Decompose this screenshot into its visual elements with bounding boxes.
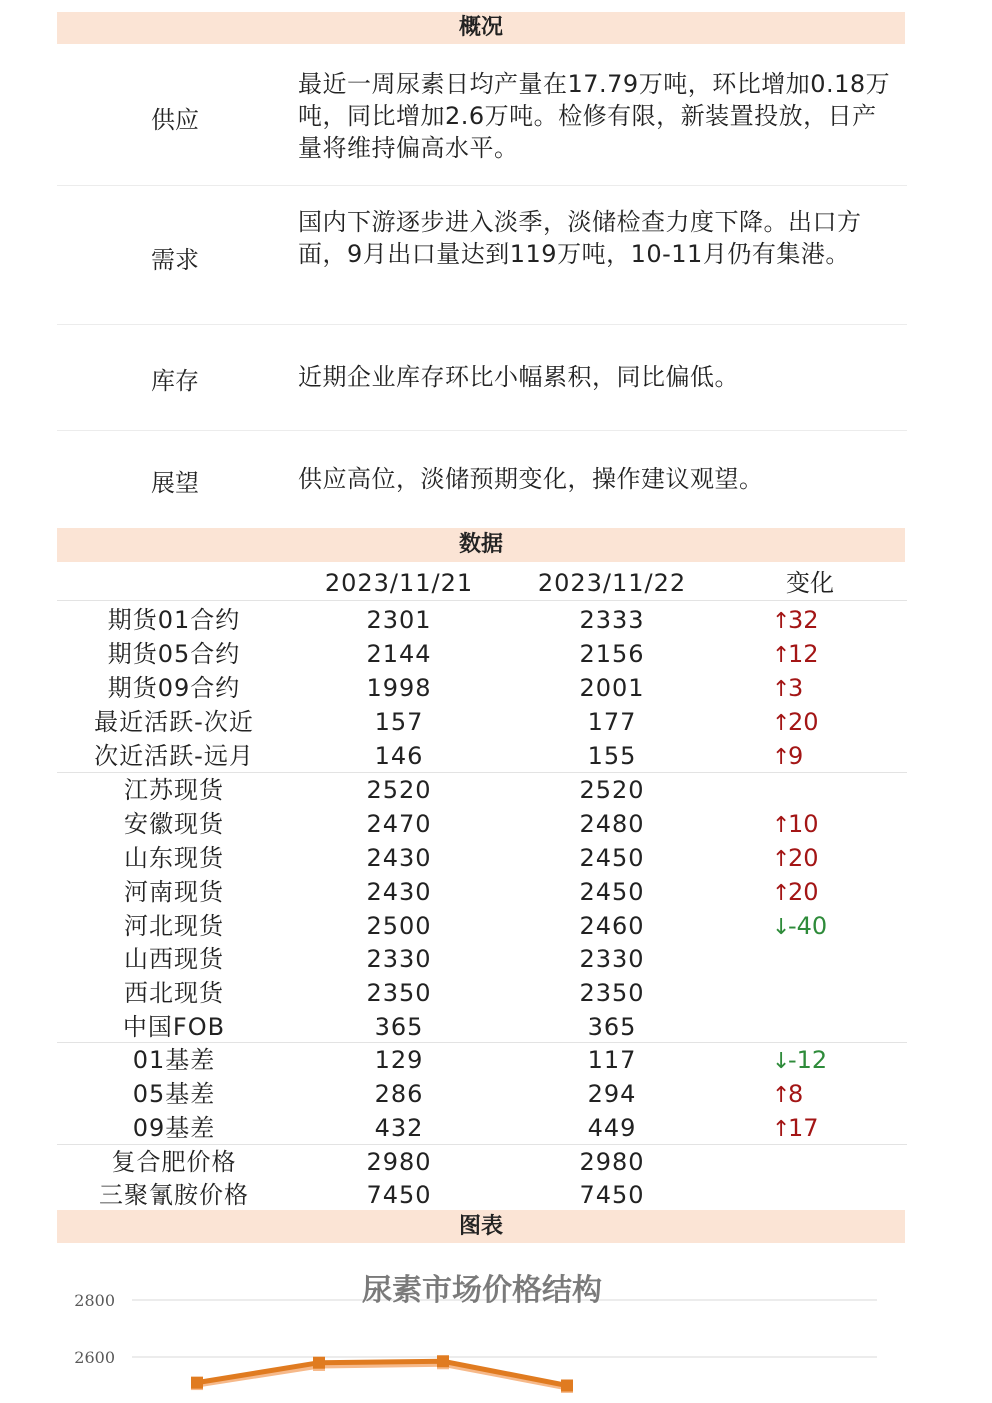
arrow-up-icon: ↑: [772, 847, 791, 872]
value-date1: 7450: [366, 1181, 432, 1209]
arrow-up-icon: ↑: [772, 881, 791, 906]
value-date1: 2350: [366, 979, 432, 1007]
value-date1: 146: [374, 742, 424, 770]
value-date2: 2460: [579, 912, 645, 940]
value-date2: 2156: [579, 640, 645, 668]
value-date1: 157: [374, 708, 424, 736]
value-date1: 2144: [366, 640, 432, 668]
overview-row-supply: [57, 44, 907, 186]
arrow-up-icon: ↑: [772, 1117, 791, 1142]
price-structure-chart: [57, 1244, 907, 1403]
table-header-row: [57, 566, 907, 600]
row-name: 复合肥价格: [111, 1148, 237, 1176]
value-date2: 155: [587, 742, 637, 770]
table-row: [57, 603, 907, 637]
row-name: 安徽现货: [124, 810, 224, 838]
row-name: 西北现货: [124, 979, 224, 1007]
value-date1: 2430: [366, 878, 432, 906]
value-date2: 2450: [579, 844, 645, 872]
value-date1: 2301: [366, 606, 432, 634]
arrow-down-icon: ↓: [772, 915, 791, 940]
value-date1: 2980: [366, 1148, 432, 1176]
row-name: 江苏现货: [124, 776, 224, 804]
value-date1: 432: [374, 1114, 424, 1142]
value-date2: 177: [587, 708, 637, 736]
value-date2: 449: [587, 1114, 637, 1142]
table-row: [57, 637, 907, 671]
data-header: 数据: [57, 528, 905, 562]
value-date2: 365: [587, 1013, 637, 1041]
value-date2: 2333: [579, 606, 645, 634]
change-value: 20: [788, 844, 819, 872]
change-value: 8: [788, 1080, 804, 1108]
value-date1: 365: [374, 1013, 424, 1041]
row-name: 09基差: [132, 1114, 216, 1142]
row-name: 中国FOB: [122, 1013, 226, 1041]
chart-svg: [57, 1244, 907, 1403]
arrow-up-icon: ↑: [772, 745, 791, 770]
change-cell: [772, 1145, 862, 1179]
overview-label: 需求: [151, 246, 199, 274]
group-divider: [57, 772, 907, 773]
change-value: 3: [788, 674, 804, 702]
row-name: 期货09合约: [107, 674, 241, 702]
value-date1: 2330: [366, 945, 432, 973]
row-name: 次近活跃-远月: [94, 742, 254, 770]
chart-header: 图表: [57, 1210, 905, 1243]
value-date2: 294: [587, 1080, 637, 1108]
value-date1: 286: [374, 1080, 424, 1108]
change-cell: [772, 1010, 862, 1044]
value-date1: 2500: [366, 912, 432, 940]
overview-row-outlook: [57, 431, 907, 526]
change-value: -40: [788, 912, 828, 940]
table-row: [57, 942, 907, 976]
row-name: 河北现货: [124, 912, 224, 940]
value-date2: 7450: [579, 1181, 645, 1209]
change-cell: [772, 1077, 862, 1111]
value-date2: 2980: [579, 1148, 645, 1176]
change-cell: [772, 637, 862, 671]
table-row: [57, 1077, 907, 1111]
value-date2: 2450: [579, 878, 645, 906]
arrow-down-icon: ↓: [772, 1049, 791, 1074]
y-tick-label: 2800: [74, 1291, 115, 1310]
table-row: [57, 739, 907, 773]
table-row: [57, 1178, 907, 1212]
value-date1: 2430: [366, 844, 432, 872]
overview-text: 近期企业库存环比小幅累积，同比偏低。: [298, 363, 739, 391]
column-header-date1: 2023/11/21: [324, 569, 474, 597]
change-cell: [772, 705, 862, 739]
change-cell: [772, 773, 862, 807]
overview-row-demand: [57, 186, 907, 325]
arrow-up-icon: ↑: [772, 1083, 791, 1108]
table-row: [57, 773, 907, 807]
value-date1: 1998: [366, 674, 432, 702]
value-date2: 2480: [579, 810, 645, 838]
overview-text: 供应高位，淡储预期变化，操作建议观望。: [298, 465, 764, 493]
value-date2: 2330: [579, 945, 645, 973]
change-cell: [772, 807, 862, 841]
table-row: [57, 1145, 907, 1179]
table-row: [57, 976, 907, 1010]
value-date1: 2470: [366, 810, 432, 838]
arrow-up-icon: ↑: [772, 643, 791, 668]
row-name: 三聚氰胺价格: [99, 1181, 249, 1209]
row-name: 山东现货: [124, 844, 224, 872]
row-name: 山西现货: [124, 945, 224, 973]
change-value: -12: [788, 1046, 828, 1074]
table-row: [57, 1010, 907, 1044]
row-name: 河南现货: [124, 878, 224, 906]
change-cell: [772, 875, 862, 909]
overview-text: 最近一周尿素日均产量在17.79万吨，环比增加0.18万吨，同比增加2.6万吨。检修有限，新装置投放，日产量将维持偏高水平。: [298, 70, 891, 162]
column-header-date2: 2023/11/22: [537, 569, 687, 597]
change-cell: [772, 909, 862, 943]
change-cell: [772, 603, 862, 637]
overview-label: 库存: [151, 367, 199, 395]
overview-label: 供应: [151, 106, 199, 134]
value-date2: 2001: [579, 674, 645, 702]
change-cell: [772, 1111, 862, 1145]
change-value: 12: [788, 640, 819, 668]
data-point-marker: [561, 1380, 573, 1392]
table-row: [57, 1043, 907, 1077]
group-divider: [57, 1144, 907, 1145]
row-name: 期货01合约: [107, 606, 241, 634]
overview-text: 国内下游逐步进入淡季，淡储检查力度下降。出口方面，9月出口量达到119万吨，10-11月仍有集港。: [298, 208, 862, 268]
y-tick-label: 2600: [74, 1348, 115, 1367]
value-date2: 2520: [579, 776, 645, 804]
table-row: [57, 671, 907, 705]
table-row: [57, 909, 907, 943]
value-date1: 129: [374, 1046, 424, 1074]
value-date2: 2350: [579, 979, 645, 1007]
change-cell: [772, 942, 862, 976]
change-value: 10: [788, 810, 819, 838]
row-name: 最近活跃-次近: [94, 708, 254, 736]
group-divider: [57, 1042, 907, 1043]
row-name: 01基差: [132, 1046, 216, 1074]
change-value: 20: [788, 708, 819, 736]
change-value: 32: [788, 606, 819, 634]
overview-header: 概况: [57, 12, 905, 44]
change-value: 20: [788, 878, 819, 906]
arrow-up-icon: ↑: [772, 677, 791, 702]
row-name: 05基差: [132, 1080, 216, 1108]
change-value: 17: [788, 1114, 819, 1142]
table-row: [57, 705, 907, 739]
arrow-up-icon: ↑: [772, 813, 791, 838]
change-cell: [772, 976, 862, 1010]
change-cell: [772, 739, 862, 773]
overview-row-inventory: [57, 325, 907, 431]
row-name: 期货05合约: [107, 640, 241, 668]
value-date1: 2520: [366, 776, 432, 804]
table-row: [57, 1111, 907, 1145]
value-date2: 117: [587, 1046, 637, 1074]
table-row: [57, 875, 907, 909]
arrow-up-icon: ↑: [772, 609, 791, 634]
column-header-change: 变化: [786, 569, 834, 597]
change-value: 9: [788, 742, 804, 770]
change-cell: [772, 1043, 862, 1077]
table-row: [57, 841, 907, 875]
data-point-marker: [437, 1355, 449, 1367]
data-point-marker: [313, 1357, 325, 1369]
overview-label: 展望: [151, 469, 199, 497]
change-cell: [772, 1178, 862, 1212]
change-cell: [772, 841, 862, 875]
table-row: [57, 807, 907, 841]
change-cell: [772, 671, 862, 705]
arrow-up-icon: ↑: [772, 711, 791, 736]
data-point-marker: [191, 1377, 203, 1389]
group-divider: [57, 600, 907, 601]
chart-title: 尿素市场价格结构: [362, 1273, 602, 1308]
